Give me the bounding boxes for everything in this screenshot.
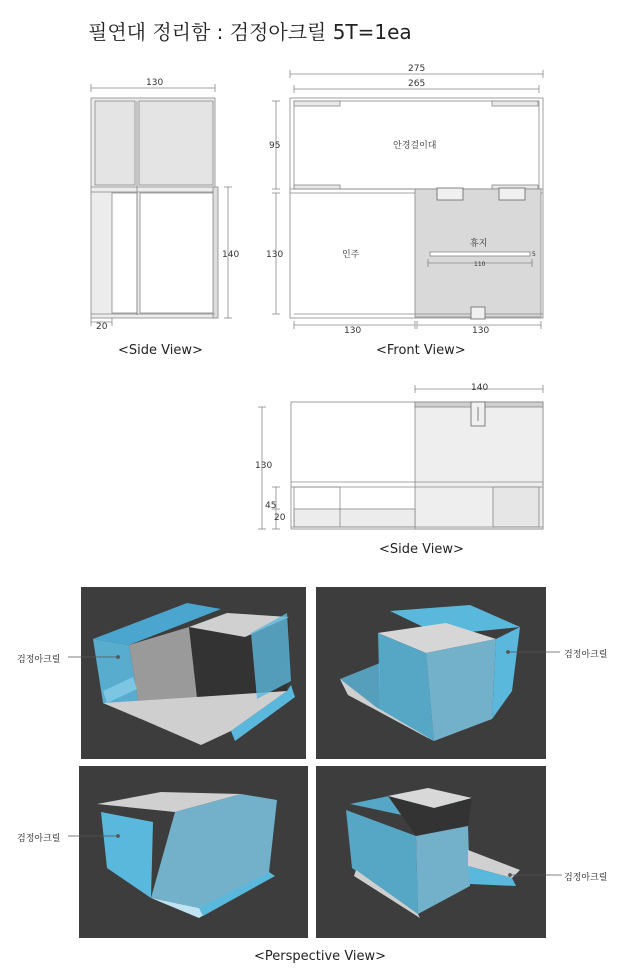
side-view-1-height-dim: 140: [222, 250, 240, 260]
front-view-caption: <Front View>: [376, 343, 466, 358]
side-view-2-height-dim: 130: [255, 461, 273, 471]
front-view-left-dim: 130: [344, 326, 362, 336]
acrylic-callout-3: 검정아크릴: [17, 834, 61, 844]
glasses-holder-label: 안경걸이대: [393, 141, 437, 151]
side-view-2-caption: <Side View>: [379, 542, 464, 557]
side-view-1-bottom-dim: 20: [96, 322, 108, 332]
perspective-render-3: [79, 766, 308, 938]
perspective-render-2: [316, 587, 546, 759]
front-view-inner-dim: 265: [408, 79, 426, 89]
acrylic-callout-4: 검정아크릴: [564, 873, 608, 883]
side-view-2-mid-dim: 45: [265, 501, 277, 511]
perspective-render-1: [81, 587, 306, 759]
front-view-lower-height-dim: 130: [266, 250, 284, 260]
perspective-view-caption: <Perspective View>: [254, 949, 387, 964]
side-view-1-caption: <Side View>: [118, 343, 203, 358]
side-view-2-drawing: [258, 385, 543, 529]
front-view-right-dim: 130: [472, 326, 490, 336]
front-view-drawing: [272, 70, 543, 329]
front-view-upper-height-dim: 95: [269, 141, 281, 151]
acrylic-callout-1: 검정아크릴: [17, 655, 61, 665]
tissue-label: 휴지: [470, 239, 488, 249]
page-title: 필연대 정리함 : 검정아크릴 5T=1ea: [88, 20, 412, 44]
slot-width-dim: 110: [474, 261, 486, 268]
front-view-total-dim: 275: [408, 64, 426, 74]
perspective-render-4: [316, 766, 546, 938]
ink-pad-label: 인주: [342, 250, 360, 260]
slot-height-dim: 5: [532, 251, 536, 258]
acrylic-callout-2: 검정아크릴: [564, 650, 608, 660]
side-view-1-width-dim: 130: [146, 78, 164, 88]
side-view-2-width-dim: 140: [471, 383, 489, 393]
side-view-1-drawing: [91, 84, 232, 326]
side-view-2-bottom-dim: 20: [274, 513, 286, 523]
